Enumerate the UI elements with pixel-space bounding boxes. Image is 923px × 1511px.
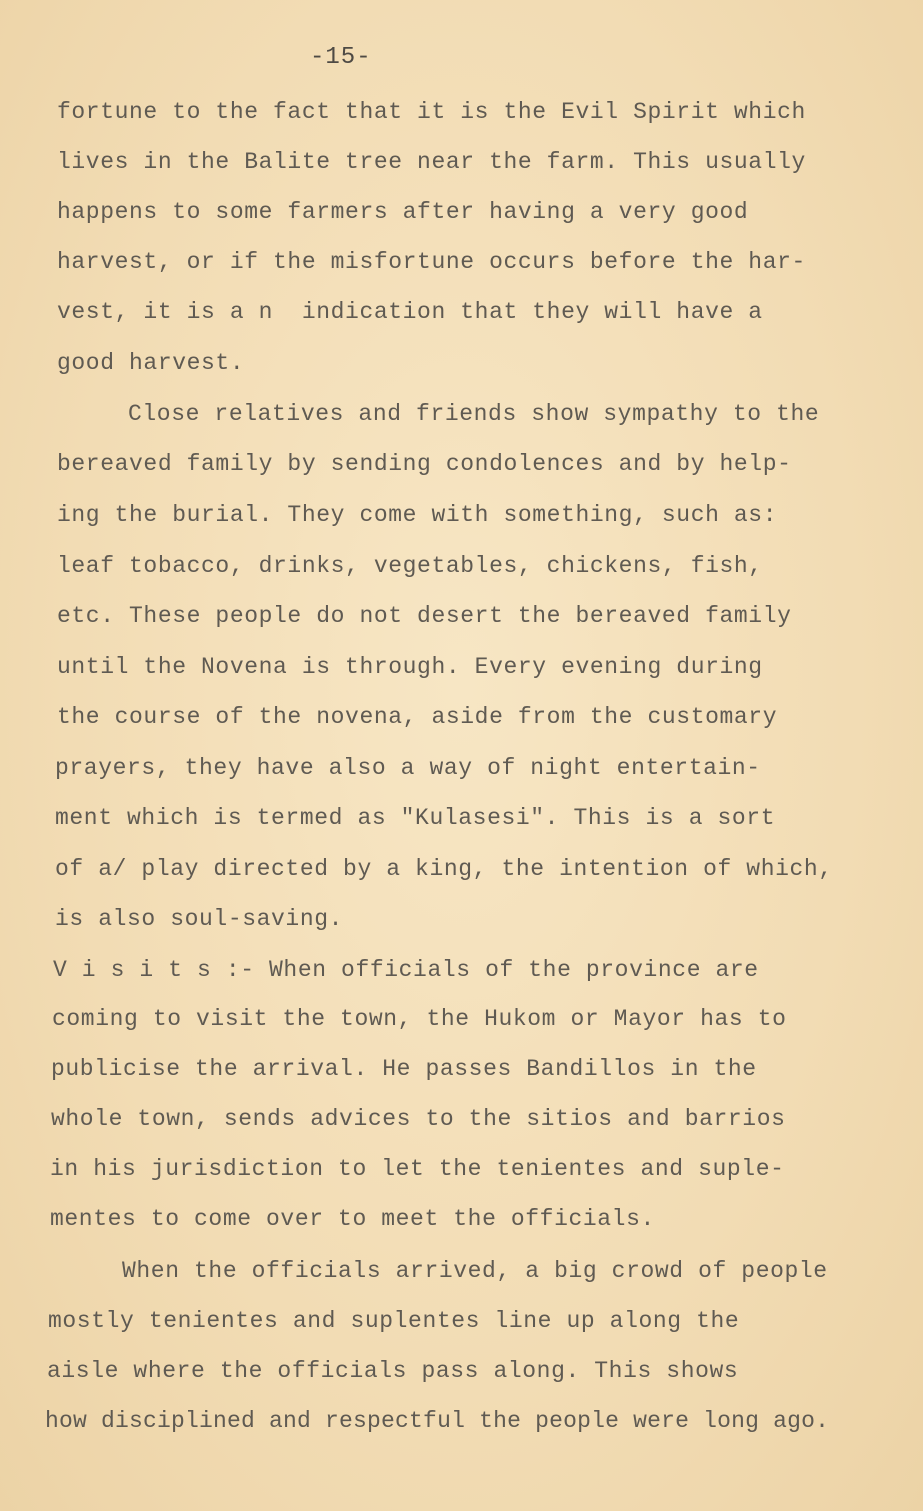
text-line: how disciplined and respectful the people were long ago. [45, 1408, 830, 1434]
text-line: ing the burial. They come with something, such as: [57, 502, 778, 528]
text-line: in his jurisdiction to let the tenientes and suple- [50, 1156, 785, 1182]
text-line: lives in the Balite tree near the farm. This usually [57, 149, 806, 175]
text-line: ment which is termed as "Kulasesi". This is a sort [55, 805, 776, 831]
text-line: the course of the novena, aside from the customary [57, 704, 778, 730]
text-line: whole town, sends advices to the sitios and barrios [51, 1106, 786, 1132]
text-line: harvest, or if the misfortune occurs before the har- [57, 249, 806, 275]
text-line: prayers, they have also a way of night entertain- [55, 755, 761, 781]
text-line: mentes to come over to meet the officials. [50, 1206, 655, 1232]
text-line: publicise the arrival. He passes Bandillos in the [51, 1056, 757, 1082]
text-line: bereaved family by sending condolences and by help- [57, 451, 792, 477]
text-line: leaf tobacco, drinks, vegetables, chickens, fish, [57, 553, 763, 579]
text-line: vest, it is a n indication that they will have a [57, 299, 763, 325]
text-line: mostly tenientes and suplentes line up along the [48, 1308, 740, 1334]
text-line: happens to some farmers after having a very good [57, 199, 749, 225]
section-heading-line: V i s i t s :- When officials of the province are [53, 957, 759, 983]
text-line: is also soul-saving. [55, 906, 344, 932]
text-line: When the officials arrived, a big crowd of people [122, 1258, 828, 1284]
text-line: good harvest. [57, 350, 245, 376]
text-line: coming to visit the town, the Hukom or Mayor has to [52, 1006, 787, 1032]
text-line: of a/ play directed by a king, the intention of which, [55, 856, 833, 882]
text-line: Close relatives and friends show sympathy to the [128, 401, 820, 427]
page-number: -15- [310, 44, 372, 71]
text-line: fortune to the fact that it is the Evil Spirit which [57, 99, 806, 125]
text-line: aisle where the officials pass along. This shows [47, 1358, 739, 1384]
text-line: until the Novena is through. Every evening during [57, 654, 763, 680]
text-line: etc. These people do not desert the bereaved family [57, 603, 792, 629]
